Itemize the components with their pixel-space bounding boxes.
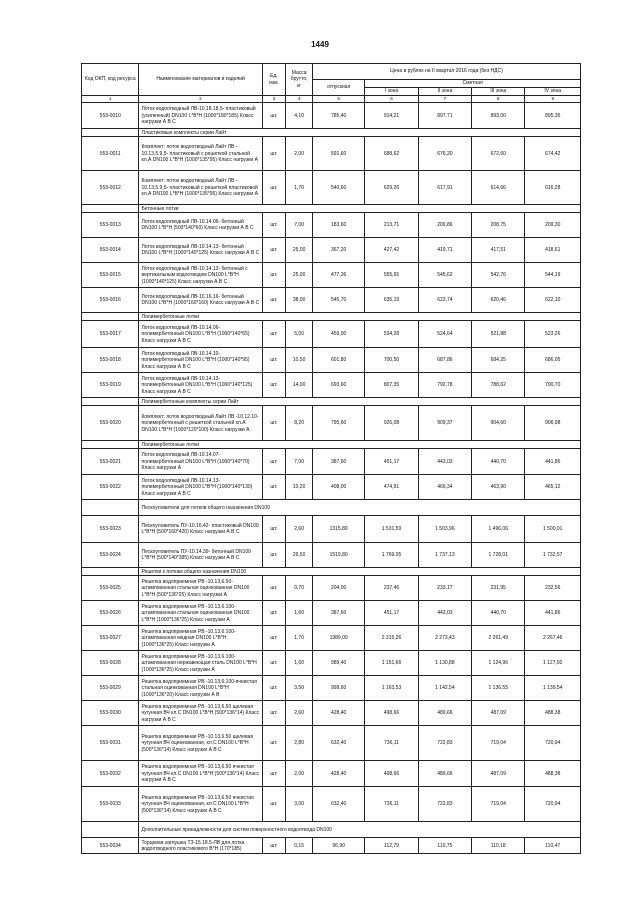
release-price-cell: 989,40 [312, 651, 364, 676]
unit-cell: шт. [262, 406, 286, 441]
mass-cell: 0,15 [286, 838, 313, 854]
zone-2-price-cell: 545,62 [418, 263, 471, 288]
zone-1-price-cell: 555,65 [365, 263, 418, 288]
section-title: Полимербетонные комплекты серии Лайт [139, 398, 581, 406]
section-code-cell [82, 398, 139, 406]
header-zone-4: IV зона [525, 88, 581, 96]
table-row [82, 726, 581, 761]
mass-cell: 1,60 [286, 601, 313, 626]
table-row [82, 676, 581, 701]
code-cell: 553-0026 [82, 601, 139, 626]
unit-cell: шт. [262, 787, 286, 822]
zone-1-price-cell: 635,19 [365, 288, 418, 313]
zone-4-price-cell: 441,86 [525, 449, 581, 475]
zone-1-price-cell: 736,11 [365, 787, 418, 822]
code-cell: 553-0028 [82, 651, 139, 676]
header-estimate: Сметная [365, 80, 581, 88]
mass-cell: 2,60 [286, 701, 313, 726]
zone-1-price-cell: 237,46 [365, 576, 418, 601]
release-price-cell: 632,40 [312, 726, 364, 761]
zone-3-price-cell: 1 496,06 [472, 516, 525, 543]
section-title: Решетки к лоткам общего назначения DN100 [139, 568, 581, 576]
section-row [82, 398, 581, 406]
zone-4-price-cell: 686,05 [525, 348, 581, 373]
zone-2-price-cell: 443,03 [418, 601, 471, 626]
column-number: 3 [262, 96, 286, 103]
release-price-cell: 601,80 [312, 348, 364, 373]
zone-4-price-cell: 1 500,01 [525, 516, 581, 543]
zone-3-price-cell: 110,18 [472, 838, 525, 854]
unit-cell: шт. [262, 238, 286, 263]
section-code-cell [82, 441, 139, 449]
code-cell: 553-0017 [82, 321, 139, 348]
zone-2-price-cell: 1 142,54 [418, 676, 471, 701]
release-price-cell: 1519,80 [312, 543, 364, 568]
table-body [82, 103, 581, 854]
unit-cell: шт. [262, 288, 286, 313]
zone-1-price-cell: 534,28 [365, 321, 418, 348]
zone-3-price-cell: 487,09 [472, 701, 525, 726]
column-number: 9 [525, 96, 581, 103]
zone-2-price-cell: 466,34 [418, 475, 471, 500]
mass-cell: 2,60 [286, 516, 313, 543]
header-mass: Масса брутто, кг [286, 64, 313, 96]
code-cell: 553-0033 [82, 787, 139, 822]
unit-cell: шт. [262, 348, 286, 373]
mass-cell: 4,10 [286, 103, 313, 129]
section-title: Полимербетонные лотки [139, 441, 581, 449]
zone-4-price-cell: 674,42 [525, 137, 581, 171]
mass-cell: 1,70 [286, 171, 313, 205]
zone-4-price-cell: 110,47 [525, 838, 581, 854]
zone-4-price-cell: 1 139,54 [525, 676, 581, 701]
code-cell: 553-0020 [82, 406, 139, 441]
zone-1-price-cell: 498,66 [365, 761, 418, 787]
release-price-cell: 428,40 [312, 701, 364, 726]
zone-3-price-cell: 1 728,01 [472, 543, 525, 568]
column-number: 1 [82, 96, 139, 103]
section-title: Пластиковые комплекты серии Лайт [139, 129, 581, 137]
zone-2-price-cell: 676,20 [418, 137, 471, 171]
zone-4-price-cell: 2 267,46 [525, 626, 581, 651]
header-zone-2: II зона [418, 88, 471, 96]
zone-2-price-cell: 792,78 [418, 373, 471, 398]
zone-1-price-cell: 427,42 [365, 238, 418, 263]
name-cell: Лоток водоотводный ЛВ-10.14.10- полимербетонный DN100 L*B*H (1000*140*95) Класс нагрузки А В С [139, 348, 262, 373]
mass-cell: 25,00 [286, 263, 313, 288]
name-cell: Торцевая заглушка ТЗ-15.18.5-ЛВ для лотка водоотводного пластикового B*H (170*185) [139, 838, 262, 854]
section-code-cell [82, 500, 139, 516]
table-row [82, 701, 581, 726]
zone-4-price-cell: 465,12 [525, 475, 581, 500]
section-row [82, 313, 581, 321]
zone-2-price-cell: 110,75 [418, 838, 471, 854]
mass-cell: 10,50 [286, 348, 313, 373]
code-cell: 553-0030 [82, 701, 139, 726]
table-row [82, 171, 581, 205]
zone-1-price-cell: 807,35 [365, 373, 418, 398]
zone-3-price-cell: 417,51 [472, 238, 525, 263]
table-row [82, 321, 581, 348]
unit-cell: шт. [262, 543, 286, 568]
zone-4-price-cell: 616,28 [525, 171, 581, 205]
section-row [82, 129, 581, 137]
zone-4-price-cell: 544,19 [525, 263, 581, 288]
header-zone-3: III зона [472, 88, 525, 96]
mass-cell: 26,50 [286, 543, 313, 568]
zone-2-price-cell: 687,86 [418, 348, 471, 373]
table-row [82, 137, 581, 171]
zone-2-price-cell: 443,03 [418, 449, 471, 475]
column-number: 4 [286, 96, 313, 103]
table-row [82, 838, 581, 854]
header-code: Код ОКП, код ресурса [82, 64, 139, 96]
unit-cell: шт. [262, 373, 286, 398]
unit-cell: шт. [262, 171, 286, 205]
zone-4-price-cell: 622,10 [525, 288, 581, 313]
name-cell: Лоток водоотводный ЛВ-10.14.07- полимербетонный DN100 L*B*H (1000*140*70) Класс нагрузки А [139, 449, 262, 475]
zone-2-price-cell: 909,37 [418, 406, 471, 441]
name-cell: Лоток водоотводный ЛВ-10.18.18,5- пластиковый (усиленный) DN100 L*B*H (1000*180*185) Класс нагрузки А В С [139, 103, 262, 129]
zone-1-price-cell: 498,66 [365, 701, 418, 726]
zone-4-price-cell: 720,94 [525, 787, 581, 822]
unit-cell: шт. [262, 103, 286, 129]
column-number: 2 [139, 96, 262, 103]
code-cell: 553-0021 [82, 449, 139, 475]
name-cell: Решетка водоприемная РВ -10.13,6.50 ячеистая чугунная ВЧ оцинкованная, кл.С DN100 L*B*H (500*136*14) Класс нагрузки А В С [139, 787, 262, 822]
mass-cell: 10,20 [286, 475, 313, 500]
unit-cell: шт. [262, 475, 286, 500]
code-cell: 553-0022 [82, 475, 139, 500]
name-cell: Пескоуловитель ПУ-10.16.42- пластиковый DN100 L*B*H (500*160*420) Класс нагрузки А В С [139, 516, 262, 543]
release-price-cell: 428,40 [312, 761, 364, 787]
section-title: Полимербетонные лотки [139, 313, 581, 321]
zone-2-price-cell: 524,64 [418, 321, 471, 348]
zone-3-price-cell: 893,00 [472, 103, 525, 129]
section-code-cell [82, 313, 139, 321]
table-row [82, 213, 581, 238]
zone-3-price-cell: 1 136,55 [472, 676, 525, 701]
unit-cell: шт. [262, 761, 286, 787]
zone-3-price-cell: 463,90 [472, 475, 525, 500]
name-cell: Решетка водоприемная РВ -10.13,6.100- штампованная нержавеющая сталь DN100 L*B*H (1000*136*25) Класс нагрузки А [139, 651, 262, 676]
release-price-cell: 999,60 [312, 676, 364, 701]
code-cell: 553-0023 [82, 516, 139, 543]
zone-4-price-cell: 906,98 [525, 406, 581, 441]
section-row [82, 822, 581, 838]
mass-cell: 8,20 [286, 406, 313, 441]
name-cell: Лоток водоотводный ЛВ-10.14.06- полимербетонный DN100 L*B*H (1000*140*65) Класс нагрузки А В С [139, 321, 262, 348]
release-price-cell: 459,00 [312, 321, 364, 348]
unit-cell: шт. [262, 263, 286, 288]
release-price-cell: 367,20 [312, 238, 364, 263]
code-cell: 553-0024 [82, 543, 139, 568]
unit-cell: шт. [262, 701, 286, 726]
zone-2-price-cell: 233,17 [418, 576, 471, 601]
table-row [82, 373, 581, 398]
table-row [82, 288, 581, 313]
name-cell: Решетка водоприемная РВ -10.13,6.100-ячеистая стальная оцинкованная DN100 L*B*H (1000*136*20) Класс нагрузки А В [139, 676, 262, 701]
zone-4-price-cell: 488,38 [525, 761, 581, 787]
zone-2-price-cell: 489,66 [418, 701, 471, 726]
name-cell: Решетка водоприемная РВ -10.13,6.50 ячеистая чугунная ВЧ кл.С DN100 L*B*H (500*136*14) Класс нагрузки А В С [139, 761, 262, 787]
section-row [82, 568, 581, 576]
zone-4-price-cell: 1 127,92 [525, 651, 581, 676]
unit-cell: шт. [262, 449, 286, 475]
mass-cell: 0,70 [286, 576, 313, 601]
release-price-cell: 591,60 [312, 137, 364, 171]
release-price-cell: 785,40 [312, 103, 364, 129]
mass-cell: 38,00 [286, 288, 313, 313]
zone-2-price-cell: 419,71 [418, 238, 471, 263]
section-code-cell [82, 205, 139, 213]
mass-cell: 1,60 [286, 651, 313, 676]
section-title: Бетонные лотки [139, 205, 581, 213]
zone-3-price-cell: 788,62 [472, 373, 525, 398]
release-price-cell: 183,60 [312, 213, 364, 238]
header-zone-1: I зона [365, 88, 418, 96]
table-row [82, 626, 581, 651]
section-row [82, 205, 581, 213]
table-row [82, 787, 581, 822]
zone-3-price-cell: 231,95 [472, 576, 525, 601]
section-code-cell [82, 568, 139, 576]
mass-cell: 25,00 [286, 238, 313, 263]
name-cell: Комплект: лоток водоотводный Лайт ЛВ - 10.13,5.9,5- пластиковый с решеткой пластиковой кл.А DN100 L*B*H (1000*135*95) Класс нагрузки А [139, 171, 262, 205]
code-cell: 553-0025 [82, 576, 139, 601]
name-cell: Решетка водоприемная РВ -10.13,6.50- штампованная стальная оцинкованная DN100 L*B*H (500*136*25) Класс нагрузки А [139, 576, 262, 601]
zone-2-price-cell: 617,91 [418, 171, 471, 205]
table-row [82, 601, 581, 626]
release-price-cell: 1315,80 [312, 516, 364, 543]
name-cell: Лоток водоотводный ЛВ-10.14.06- бетонный DN100 L*B*H (500*140*60) Класс нагрузки А В С [139, 213, 262, 238]
zone-2-price-cell: 1 503,96 [418, 516, 471, 543]
table-row [82, 543, 581, 568]
zone-1-price-cell: 914,21 [365, 103, 418, 129]
zone-1-price-cell: 451,17 [365, 449, 418, 475]
unit-cell: шт. [262, 726, 286, 761]
unit-cell: шт. [262, 321, 286, 348]
zone-4-price-cell: 441,86 [525, 601, 581, 626]
section-row [82, 441, 581, 449]
zone-1-price-cell: 1 769,05 [365, 543, 418, 568]
section-title: Дополнительные принадлежности для систем поверхностного водоотвода DN100 [139, 822, 581, 838]
zone-3-price-cell: 440,70 [472, 449, 525, 475]
release-price-cell: 1989,00 [312, 626, 364, 651]
zone-3-price-cell: 208,75 [472, 213, 525, 238]
zone-3-price-cell: 2 261,49 [472, 626, 525, 651]
zone-4-price-cell: 720,94 [525, 726, 581, 761]
zone-3-price-cell: 684,25 [472, 348, 525, 373]
unit-cell: шт. [262, 137, 286, 171]
table-row [82, 103, 581, 129]
zone-3-price-cell: 487,09 [472, 761, 525, 787]
zone-1-price-cell: 2 315,26 [365, 626, 418, 651]
unit-cell: шт. [262, 838, 286, 854]
zone-4-price-cell: 895,36 [525, 103, 581, 129]
release-price-cell: 387,60 [312, 601, 364, 626]
zone-4-price-cell: 1 732,57 [525, 543, 581, 568]
zone-2-price-cell: 623,74 [418, 288, 471, 313]
zone-2-price-cell: 209,86 [418, 213, 471, 238]
zone-3-price-cell: 672,60 [472, 137, 525, 171]
header-name: Наименование материалов и изделий [139, 64, 262, 96]
zone-4-price-cell: 488,38 [525, 701, 581, 726]
table-row [82, 761, 581, 787]
zone-4-price-cell: 790,70 [525, 373, 581, 398]
mass-cell: 14,00 [286, 373, 313, 398]
zone-3-price-cell: 719,04 [472, 726, 525, 761]
mass-cell: 2,80 [286, 726, 313, 761]
section-code-cell [82, 822, 139, 838]
zone-3-price-cell: 620,46 [472, 288, 525, 313]
price-table [81, 63, 581, 854]
code-cell: 553-0011 [82, 137, 139, 171]
name-cell: Комплект: лоток водоотводный Лайт ЛВ - 10.13,5.9,5- пластиковый с решеткой стальной кл.А DN100 L*B*H (1000*135*95) Класс нагрузки А [139, 137, 262, 171]
zone-4-price-cell: 418,61 [525, 238, 581, 263]
unit-cell: шт. [262, 651, 286, 676]
table-row [82, 516, 581, 543]
column-number: 5 [312, 96, 364, 103]
code-cell: 553-0013 [82, 213, 139, 238]
zone-1-price-cell: 1 163,53 [365, 676, 418, 701]
name-cell: Лоток водоотводный ЛВ-10.14.13- бетонный DN100 L*B*H (1000*140*125) Класс нагрузки А В С [139, 238, 262, 263]
mass-cell: 2,00 [286, 761, 313, 787]
zone-2-price-cell: 2 273,43 [418, 626, 471, 651]
release-price-cell: 408,00 [312, 475, 364, 500]
zone-1-price-cell: 1 531,59 [365, 516, 418, 543]
code-cell: 553-0015 [82, 263, 139, 288]
code-cell: 553-0031 [82, 726, 139, 761]
code-cell: 553-0010 [82, 103, 139, 129]
zone-1-price-cell: 926,08 [365, 406, 418, 441]
code-cell: 553-0032 [82, 761, 139, 787]
name-cell: Решетка водоприемная РВ -10.13,6.100- штампованная стальная оцинкованная DN100 L*B*H (1000*136*25) Класс нагрузки А [139, 601, 262, 626]
unit-cell: шт. [262, 676, 286, 701]
name-cell: Лоток водоотводный ЛВ-10.14.13- полимербетонный DN100 L*B*H (1000*140*125) Класс нагрузки А В С [139, 373, 262, 398]
name-cell: Решетка водоприемная РВ -10.13,6.100- штампованная медная DN100 L*B*H (1000*136*25) Класс нагрузки А [139, 626, 262, 651]
release-price-cell: 477,36 [312, 263, 364, 288]
page-number: 1449 [311, 40, 329, 49]
code-cell: 553-0016 [82, 288, 139, 313]
zone-1-price-cell: 213,71 [365, 213, 418, 238]
mass-cell: 2,00 [286, 137, 313, 171]
table-row [82, 348, 581, 373]
zone-1-price-cell: 629,26 [365, 171, 418, 205]
name-cell: Лоток водоотводный ЛВ-10.14.13- бетонный с вертикальным водоотводом DN100 L*B*H (1000*140*125) Класс нагрузки А В С [139, 263, 262, 288]
section-code-cell [82, 129, 139, 137]
zone-3-price-cell: 1 124,96 [472, 651, 525, 676]
release-price-cell: 204,00 [312, 576, 364, 601]
column-number: 8 [472, 96, 525, 103]
zone-1-price-cell: 474,91 [365, 475, 418, 500]
zone-3-price-cell: 542,76 [472, 263, 525, 288]
mass-cell: 1,70 [286, 626, 313, 651]
name-cell: Лоток водоотводный ЛВ-10.14.13- полимербетонный DN100 L*B*H (1000*140*130) Класс нагрузки А В С [139, 475, 262, 500]
section-title: Пескоуловители для лотков общего назначения DN100 [139, 500, 581, 516]
mass-cell: 7,00 [286, 213, 313, 238]
unit-cell: шт. [262, 626, 286, 651]
zone-4-price-cell: 523,26 [525, 321, 581, 348]
column-number: 7 [418, 96, 471, 103]
header-release-price: отпускная [312, 80, 364, 96]
release-price-cell: 540,60 [312, 171, 364, 205]
unit-cell: шт. [262, 576, 286, 601]
mass-cell: 3,50 [286, 676, 313, 701]
zone-3-price-cell: 521,88 [472, 321, 525, 348]
name-cell: Комплект: лоток водоотводный Лайт ЛВ -10.12.10- полимербетонный с решеткой стальной кл.А DN100 L*B*H (1000*120*100) Класс нагрузки А [139, 406, 262, 441]
zone-1-price-cell: 451,17 [365, 601, 418, 626]
name-cell: Пескоуловитель ПУ-10.14.39- бетонный DN100 L*B*H (500*140*385) Класс нагрузки А В С [139, 543, 262, 568]
zone-1-price-cell: 700,50 [365, 348, 418, 373]
zone-2-price-cell: 489,66 [418, 761, 471, 787]
zone-4-price-cell: 209,30 [525, 213, 581, 238]
zone-3-price-cell: 719,04 [472, 787, 525, 822]
release-price-cell: 387,60 [312, 449, 364, 475]
name-cell: Решетка водоприемная РВ -10.13,6.50 щелевая чугунная ВЧ кл.С DN100 L*B*H (500*136*14) Класс нагрузки А В С [139, 701, 262, 726]
table-row [82, 651, 581, 676]
zone-3-price-cell: 440,70 [472, 601, 525, 626]
zone-4-price-cell: 232,56 [525, 576, 581, 601]
zone-1-price-cell: 1 151,66 [365, 651, 418, 676]
zone-1-price-cell: 736,11 [365, 726, 418, 761]
mass-cell: 3,00 [286, 787, 313, 822]
table-row [82, 576, 581, 601]
header-unit: Ед. изм. [262, 64, 286, 96]
code-cell: 553-0018 [82, 348, 139, 373]
zone-2-price-cell: 1 130,88 [418, 651, 471, 676]
zone-2-price-cell: 722,83 [418, 787, 471, 822]
release-price-cell: 545,70 [312, 288, 364, 313]
mass-cell: 5,00 [286, 321, 313, 348]
table-row [82, 475, 581, 500]
code-cell: 553-0029 [82, 676, 139, 701]
code-cell: 553-0034 [82, 838, 139, 854]
unit-cell: шт. [262, 213, 286, 238]
release-price-cell: 96,90 [312, 838, 364, 854]
zone-2-price-cell: 1 737,13 [418, 543, 471, 568]
zone-1-price-cell: 112,79 [365, 838, 418, 854]
release-price-cell: 795,60 [312, 406, 364, 441]
code-cell: 553-0012 [82, 171, 139, 205]
table-row [82, 449, 581, 475]
table-row [82, 263, 581, 288]
unit-cell: шт. [262, 601, 286, 626]
code-cell: 553-0019 [82, 373, 139, 398]
code-cell: 553-0027 [82, 626, 139, 651]
zone-3-price-cell: 614,66 [472, 171, 525, 205]
zone-3-price-cell: 904,60 [472, 406, 525, 441]
name-cell: Лоток водоотводный ЛВ-10.16.16- бетонный DN100 L*B*H (1000*160*160) Класс нагрузки А В С [139, 288, 262, 313]
zone-2-price-cell: 722,83 [418, 726, 471, 761]
code-cell: 553-0014 [82, 238, 139, 263]
table-row [82, 406, 581, 441]
table-row [82, 238, 581, 263]
unit-cell: шт. [262, 516, 286, 543]
zone-1-price-cell: 688,62 [365, 137, 418, 171]
header-price-group: Цена в рублях на II квартал 2016 года (без НДС) [312, 64, 580, 80]
release-price-cell: 632,40 [312, 787, 364, 822]
column-number: 6 [365, 96, 418, 103]
section-row [82, 500, 581, 516]
mass-cell: 7,00 [286, 449, 313, 475]
release-price-cell: 693,60 [312, 373, 364, 398]
zone-2-price-cell: 897,71 [418, 103, 471, 129]
name-cell: Решетка водоприемная РВ -10.13,6.50 щелевая чугунная ВЧ оцинкованная, кл.С DN100 L*B*H (500*136*14) Класс нагрузки А В С [139, 726, 262, 761]
